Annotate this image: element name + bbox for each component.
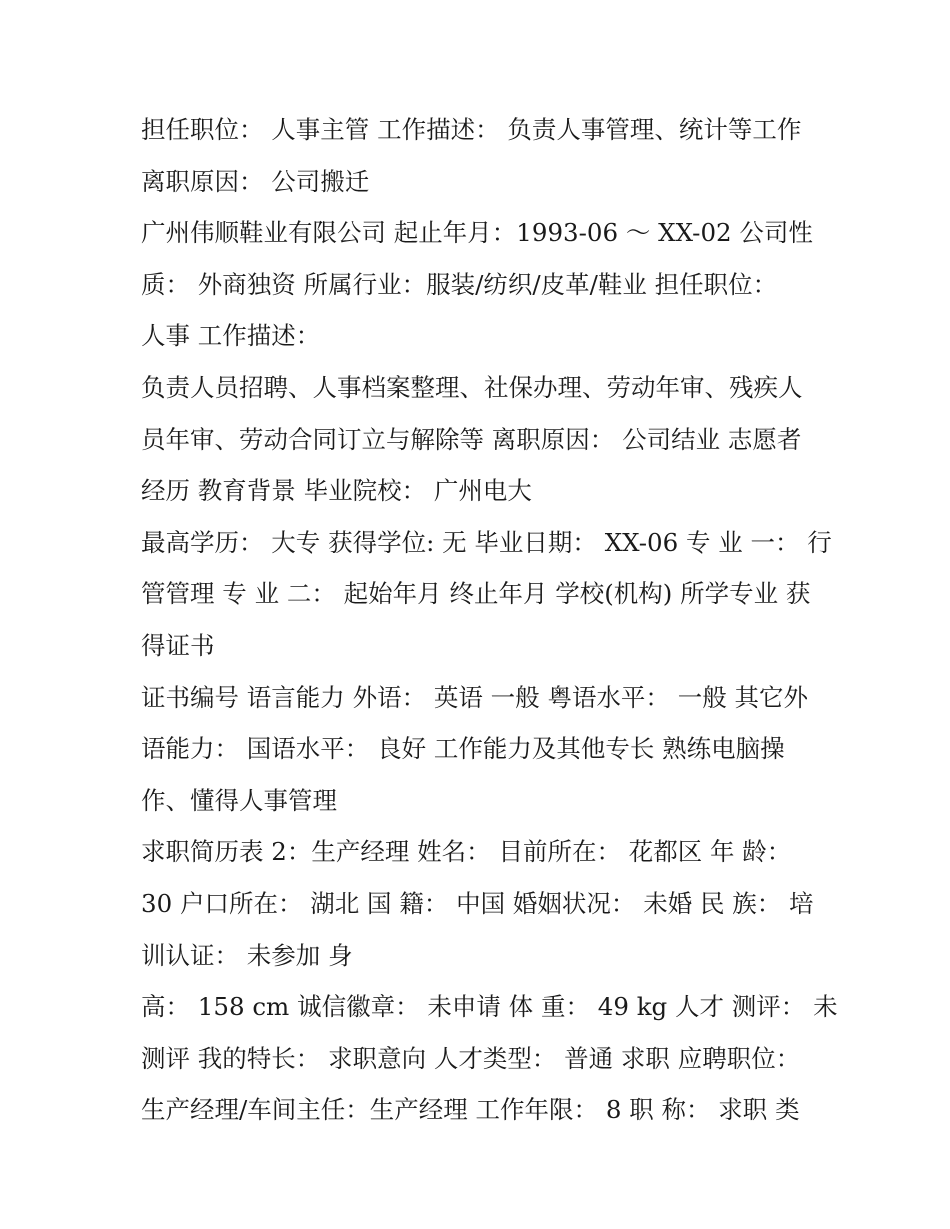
text-line: 得证书 (141, 630, 215, 660)
text-line: 经历 教育背景 毕业院校： 广州电大 (141, 476, 532, 506)
text-line: 管管理 专 业 二： 起始年月 终止年月 学校(机构) 所学专业 获 (141, 579, 811, 609)
text-line: 人事 工作描述： (141, 321, 321, 351)
text-line: 语能力： 国语水平： 良好 工作能力及其他专长 熟练电脑操 (141, 734, 785, 764)
text-line: 证书编号 语言能力 外语： 英语 一般 粤语水平： 一般 其它外 (141, 682, 809, 712)
text-line: 质： 外商独资 所属行业：服装/纺织/皮革/鞋业 担任职位： (141, 269, 778, 299)
text-line: 求职简历表 2：生产经理 姓名： 目前所在： 花都区 年 龄： (141, 837, 792, 867)
text-line: 作、懂得人事管理 (141, 785, 337, 815)
text-line: 负责人员招聘、人事档案整理、社保办理、劳动年审、残疾人 (141, 372, 803, 402)
text-line: 训认证： 未参加 身 (141, 940, 353, 970)
text-line: 测评 我的特长： 求职意向 人才类型： 普通 求职 应聘职位： (141, 1043, 801, 1073)
text-line: 最高学历： 大专 获得学位: 无 毕业日期： XX-06 专 业 一： 行 (141, 527, 832, 557)
text-line: 离职原因： 公司搬迁 (141, 166, 370, 196)
text-line: 高： 158 cm 诚信徽章： 未申请 体 重： 49 kg 人才 测评： 未 (141, 992, 838, 1022)
text-line: 生产经理/车间主任：生产经理 工作年限： 8 职 称： 求职 类 (141, 1095, 800, 1125)
resume-text-block (141, 104, 838, 1136)
text-line: 30 户口所在： 湖北 国 籍： 中国 婚姻状况： 未婚 民 族： 培 (141, 888, 814, 918)
text-line: 员年审、劳动合同订立与解除等 离职原因： 公司结业 志愿者 (141, 424, 802, 454)
text-line: 广州伟顺鞋业有限公司 起止年月：1993-06 ～ XX-02 公司性 (141, 218, 813, 248)
text-line: 担任职位： 人事主管 工作描述： 负责人事管理、统计等工作 (141, 115, 802, 144)
